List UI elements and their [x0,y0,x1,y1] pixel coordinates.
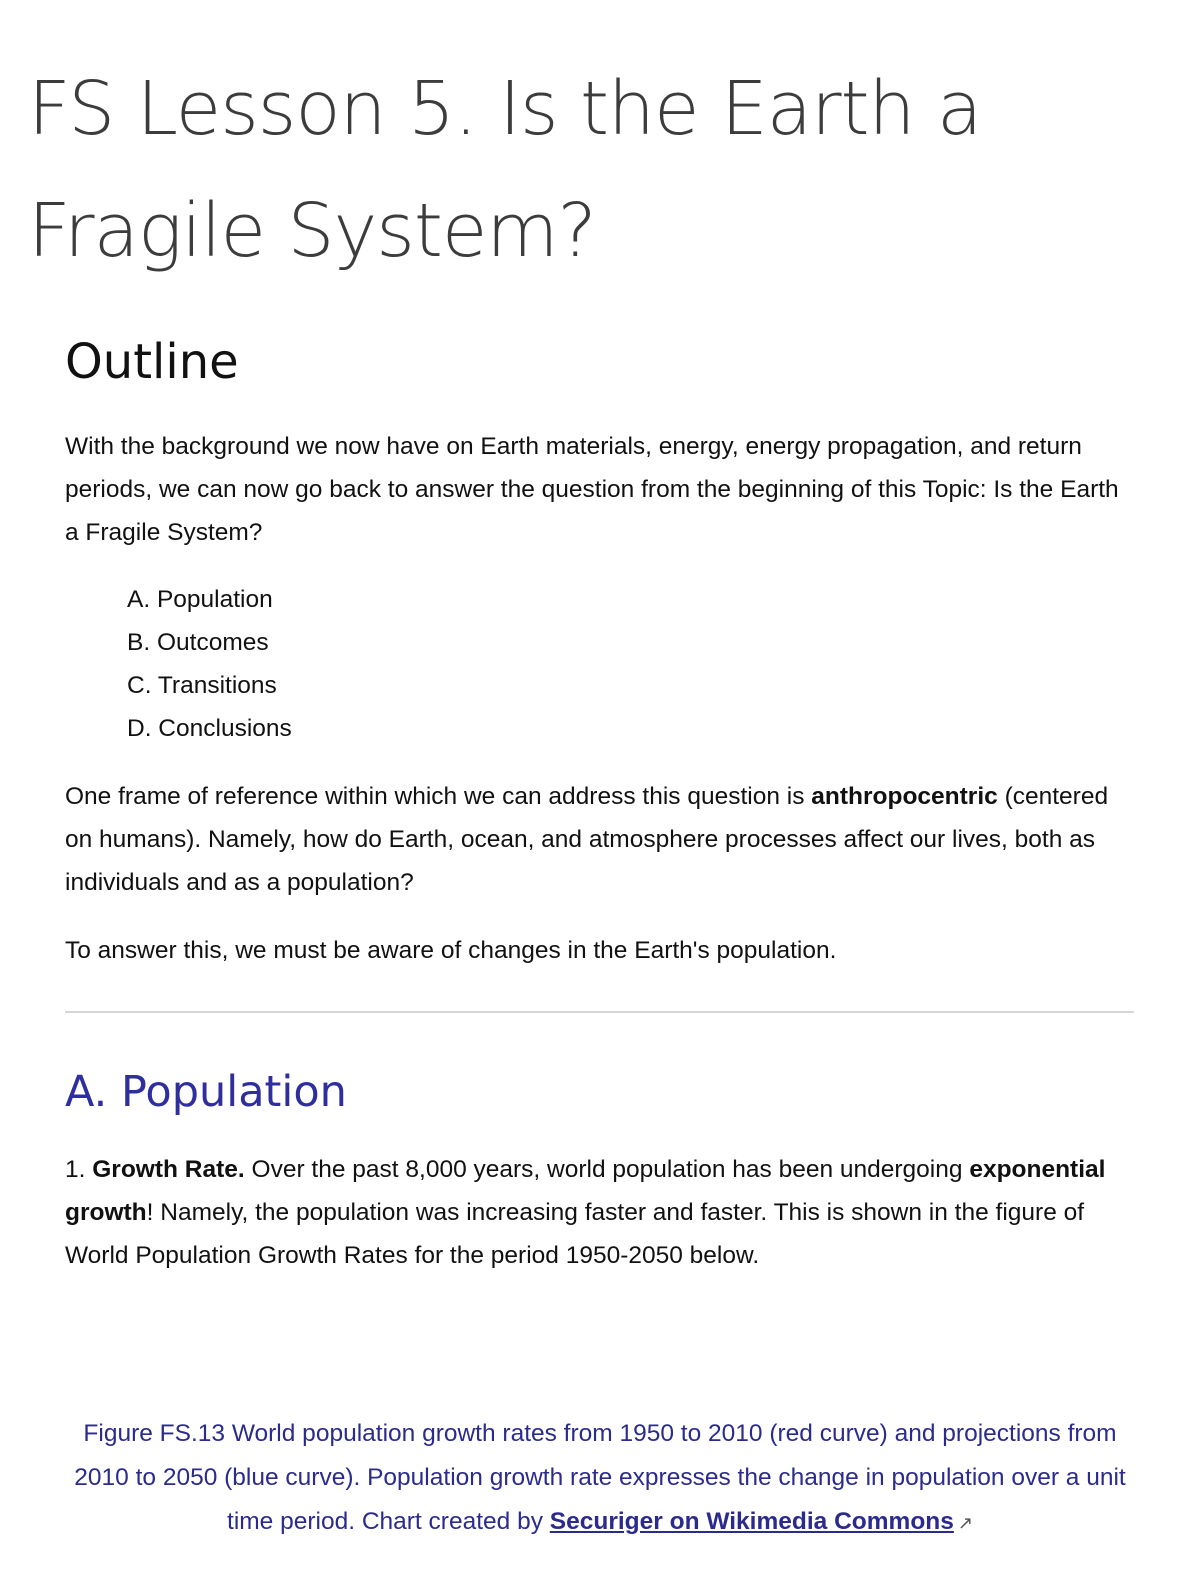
growth-number: 1. [65,1156,93,1183]
outline-heading: Outline [65,334,239,390]
outline-list [127,578,292,750]
frame-text-after: (centered on humans). Namely, how do Earth, ocean, and atmosphere processes affect our lives, both as individuals and as a population? [65,783,1109,896]
growth-rate-label: Growth Rate. [92,1156,245,1183]
frame-of-reference-paragraph [65,775,1135,904]
exponential-growth-term: exponential growth [65,1156,1106,1226]
caption-text: Figure FS.13 World population growth rates from 1950 to 2010 (red curve) and projections from 2010 to 2050 (blue curve). Population growth rate expresses the change in population over a unit time period. Chart created by [74,1420,1126,1535]
outline-item-transitions: C. Transitions [127,672,277,699]
section-divider [65,1011,1134,1013]
growth-text-2: ! Namely, the population was increasing faster and faster. This is shown in the figure of World Population Growth Rates for the period 1950-2050 below. [65,1199,1085,1269]
figure-caption [65,1412,1135,1545]
securiger-wikimedia-link[interactable]: Securiger on Wikimedia Commons [549,1508,954,1535]
frame-text-before: One frame of reference within which we can address this question is [65,783,812,810]
outline-intro-paragraph: With the background we now have on Earth materials, energy, energy propagation, and return periods, we can now go back to answer the question from the beginning of this Topic: Is the Earth a Fragile System? [65,433,1119,546]
section-heading-population: A. Population [65,1067,347,1117]
growth-text-1: Over the past 8,000 years, world population has been undergoing [244,1156,970,1183]
outline-item-population: A. Population [127,586,273,613]
growth-rate-paragraph [65,1148,1135,1277]
anthropocentric-term: anthropocentric [811,783,998,810]
outline-item-outcomes: B. Outcomes [127,629,269,656]
external-link-icon: ↗ [957,1513,973,1533]
outline-item-conclusions: D. Conclusions [127,715,292,742]
population-awareness-paragraph: To answer this, we must be aware of changes in the Earth's population. [65,937,837,964]
page-title: FS Lesson 5. Is the Earth a Fragile System? [28,66,982,274]
